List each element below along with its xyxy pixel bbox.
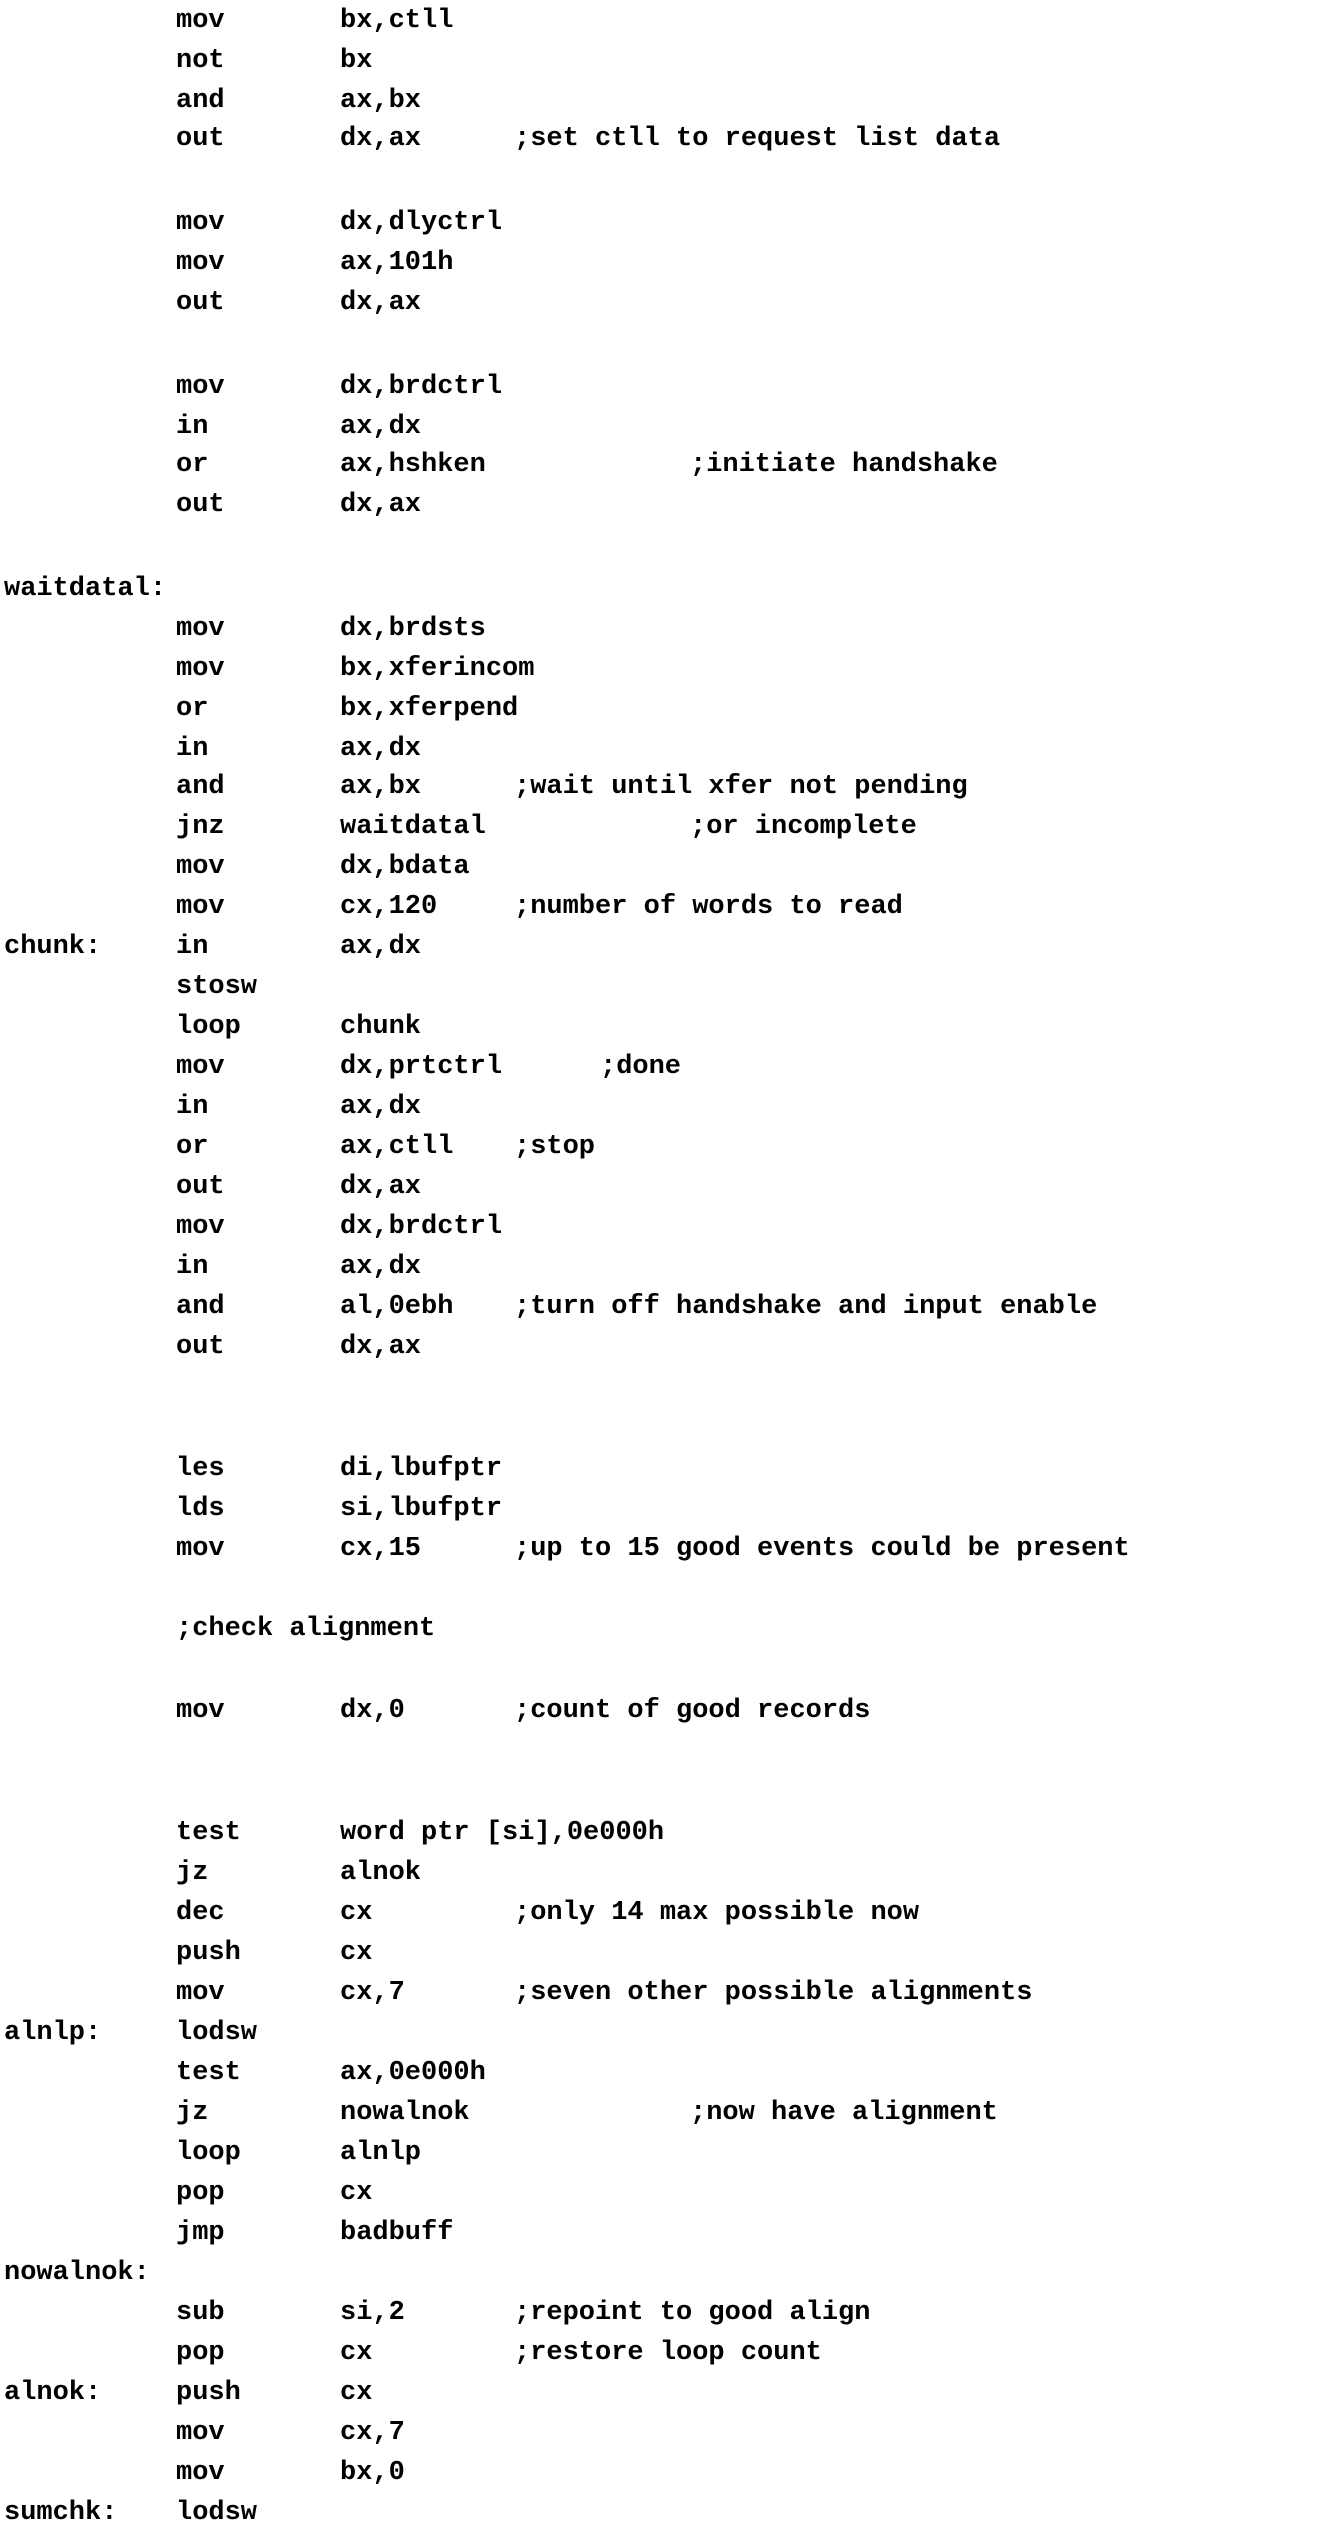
code-mnemonic: loop: [176, 2138, 241, 2168]
code-label: nowalnok:: [4, 2258, 150, 2288]
code-operands: ax,dx: [340, 1252, 422, 1282]
code-comment: ;or incomplete: [690, 812, 917, 842]
code-operands: dx,ax: [340, 288, 422, 318]
code-mnemonic: loop: [176, 1012, 241, 1042]
code-operands: cx: [340, 2178, 373, 2208]
code-mnemonic: or: [176, 694, 209, 724]
code-comment: ;stop: [514, 1132, 596, 1162]
code-operands: alnok: [340, 1858, 422, 1888]
code-comment: ;seven other possible alignments: [514, 1978, 1033, 2008]
code-mnemonic: in: [176, 1092, 209, 1122]
code-comment: ;turn off handshake and input enable: [514, 1292, 1098, 1322]
code-mnemonic: or: [176, 450, 209, 480]
code-operands: chunk: [340, 1012, 422, 1042]
code-operands: nowalnok: [340, 2098, 470, 2128]
code-mnemonic: test: [176, 2058, 241, 2088]
code-operands: cx,120: [340, 892, 438, 922]
code-label: chunk:: [4, 932, 102, 962]
code-operands: ax,hshken: [340, 450, 486, 480]
code-mnemonic: les: [176, 1454, 225, 1484]
code-mnemonic: jnz: [176, 812, 225, 842]
code-operands: dx,prtctrl: [340, 1052, 503, 1082]
code-operands: cx: [340, 2378, 373, 2408]
code-mnemonic: mov: [176, 6, 225, 36]
code-mnemonic: in: [176, 412, 209, 442]
code-operands: dx,bdata: [340, 852, 470, 882]
code-mnemonic: mov: [176, 2458, 225, 2488]
code-operands: cx: [340, 2338, 373, 2368]
code-operands: si,lbufptr: [340, 1494, 503, 1524]
code-operands: cx,15: [340, 1534, 422, 1564]
code-mnemonic: jz: [176, 2098, 209, 2128]
code-comment: ;done: [600, 1052, 682, 1082]
code-mnemonic: out: [176, 1172, 225, 1202]
code-operands: ax,dx: [340, 734, 422, 764]
code-operands: ax,dx: [340, 932, 422, 962]
code-operands: bx,xferincom: [340, 654, 535, 684]
code-mnemonic: in: [176, 932, 209, 962]
code-operands: bx,ctll: [340, 6, 454, 36]
code-mnemonic: out: [176, 490, 225, 520]
code-operands: dx,brdctrl: [340, 372, 503, 402]
code-operands: waitdatal: [340, 812, 486, 842]
code-operands: al,0ebh: [340, 1292, 454, 1322]
code-mnemonic: mov: [176, 1978, 225, 2008]
code-operands: word ptr [si],0e000h: [340, 1818, 665, 1848]
code-operands: cx,7: [340, 2418, 405, 2448]
code-label: waitdatal:: [4, 574, 167, 604]
code-mnemonic: mov: [176, 892, 225, 922]
code-comment: ;set ctll to request list data: [514, 124, 1001, 154]
code-comment: ;restore loop count: [514, 2338, 822, 2368]
code-operands: ax,dx: [340, 412, 422, 442]
code-label: alnok:: [4, 2378, 102, 2408]
code-comment: ;repoint to good align: [514, 2298, 871, 2328]
code-operands: dx,brdsts: [340, 614, 486, 644]
code-operands: di,lbufptr: [340, 1454, 503, 1484]
code-comment: ;wait until xfer not pending: [514, 772, 968, 802]
code-operands: cx: [340, 1938, 373, 1968]
code-mnemonic: mov: [176, 208, 225, 238]
code-comment: ;only 14 max possible now: [514, 1898, 920, 1928]
code-mnemonic: mov: [176, 1212, 225, 1242]
code-operands: cx: [340, 1898, 373, 1928]
code-mnemonic: test: [176, 1818, 241, 1848]
code-mnemonic: not: [176, 46, 225, 76]
code-operands: bx,0: [340, 2458, 405, 2488]
code-mnemonic: dec: [176, 1898, 225, 1928]
code-mnemonic: and: [176, 86, 225, 116]
code-label: sumchk:: [4, 2498, 118, 2528]
code-mnemonic: in: [176, 1252, 209, 1282]
code-operands: dx,dlyctrl: [340, 208, 503, 238]
code-mnemonic: mov: [176, 614, 225, 644]
code-mnemonic: out: [176, 1332, 225, 1362]
code-operands: ax,ctll: [340, 1132, 454, 1162]
code-operands: ax,bx: [340, 86, 422, 116]
code-operands: dx,ax: [340, 124, 422, 154]
code-mnemonic: sub: [176, 2298, 225, 2328]
code-mnemonic: lds: [176, 1494, 225, 1524]
code-mnemonic: stosw: [176, 972, 258, 1002]
code-mnemonic: mov: [176, 852, 225, 882]
code-operands: dx,brdctrl: [340, 1212, 503, 1242]
code-operands: ax,bx: [340, 772, 422, 802]
code-mnemonic: mov: [176, 2418, 225, 2448]
code-operands: bx: [340, 46, 373, 76]
code-comment: ;up to 15 good events could be present: [514, 1534, 1130, 1564]
code-mnemonic: in: [176, 734, 209, 764]
code-operands: si,2: [340, 2298, 405, 2328]
code-comment: ;number of words to read: [514, 892, 903, 922]
code-mnemonic: pop: [176, 2178, 225, 2208]
code-operands: cx,7: [340, 1978, 405, 2008]
code-mnemonic: push: [176, 1938, 241, 1968]
code-mnemonic: mov: [176, 248, 225, 278]
code-operands: badbuff: [340, 2218, 454, 2248]
code-operands: alnlp: [340, 2138, 422, 2168]
code-operands: ax,101h: [340, 248, 454, 278]
code-mnemonic: and: [176, 772, 225, 802]
code-operands: dx,ax: [340, 1172, 422, 1202]
code-mnemonic: or: [176, 1132, 209, 1162]
code-mnemonic: pop: [176, 2338, 225, 2368]
code-label: alnlp:: [4, 2018, 102, 2048]
code-mnemonic: mov: [176, 1696, 225, 1726]
code-mnemonic: mov: [176, 1052, 225, 1082]
code-mnemonic: jz: [176, 1858, 209, 1888]
code-operands: ax,0e000h: [340, 2058, 486, 2088]
code-operands: ax,dx: [340, 1092, 422, 1122]
code-mnemonic: mov: [176, 372, 225, 402]
code-mnemonic: mov: [176, 1534, 225, 1564]
code-mnemonic: out: [176, 288, 225, 318]
code-comment: ;now have alignment: [690, 2098, 998, 2128]
code-mnemonic: and: [176, 1292, 225, 1322]
code-mnemonic: push: [176, 2378, 241, 2408]
code-mnemonic: jmp: [176, 2218, 225, 2248]
code-mnemonic: out: [176, 124, 225, 154]
code-comment: ;initiate handshake: [690, 450, 998, 480]
code-comment: ;check alignment: [176, 1614, 436, 1644]
code-mnemonic: mov: [176, 654, 225, 684]
code-operands: bx,xferpend: [340, 694, 519, 724]
code-mnemonic: lodsw: [176, 2498, 258, 2528]
code-operands: dx,ax: [340, 490, 422, 520]
code-operands: dx,0: [340, 1696, 405, 1726]
code-operands: dx,ax: [340, 1332, 422, 1362]
code-mnemonic: lodsw: [176, 2018, 258, 2048]
code-comment: ;count of good records: [514, 1696, 871, 1726]
